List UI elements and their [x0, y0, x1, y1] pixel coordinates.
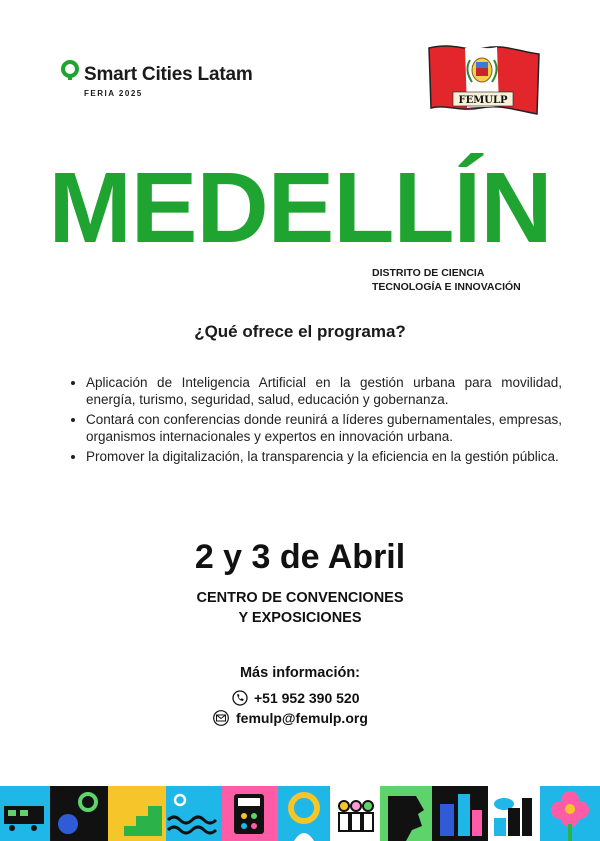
city-tagline — [372, 266, 572, 294]
event-date: 2 y 3 de Abril — [194, 538, 406, 576]
email-row[interactable] — [212, 708, 368, 728]
flag-label: FEMULP — [458, 95, 508, 106]
logo-subtitle: FERIA 2025 — [84, 89, 143, 98]
phone-icon — [232, 690, 248, 706]
venue-line: Y EXPOSICIONES — [238, 610, 362, 626]
smart-cities-logo — [60, 58, 300, 108]
venue-line: CENTRO DE CONVENCIONES — [196, 590, 404, 606]
city-title: MEDELLÍN — [48, 152, 552, 264]
phone-row[interactable] — [232, 688, 360, 708]
list-item: • Promover la digitalización, la transparencia y la eficiencia en la gestión pública. — [86, 448, 562, 465]
location-pin-icon — [60, 60, 80, 80]
email-icon — [212, 710, 230, 726]
circle-icon — [58, 814, 78, 834]
list-item: • Aplicación de Inteligencia Artificial en la gestión urbana para movilidad, energía, turismo, seguridad, salud, educación y gobernanza. — [86, 374, 562, 408]
footer-illustration-strip — [0, 786, 600, 841]
tagline-line: DISTRITO DE CIENCIA — [372, 267, 485, 279]
program-heading: ¿Qué ofrece el programa? — [194, 322, 406, 341]
contact-heading: Más información: — [239, 665, 361, 681]
email-address[interactable]: femulp@femulp.org — [236, 710, 368, 726]
logo-brand: Smart Cities Latam — [84, 64, 253, 85]
program-list — [66, 374, 562, 468]
tagline-line: TECNOLOGÍA E INNOVACIÓN — [372, 281, 521, 293]
phone-number[interactable]: +51 952 390 520 — [254, 690, 360, 706]
femulp-flag — [425, 42, 543, 118]
list-item: • Contará con conferencias donde reunirá a líderes gubernamentales, empresas, organismos internacionales y expertos en innovación urbana. — [86, 411, 562, 445]
event-venue — [0, 588, 600, 628]
